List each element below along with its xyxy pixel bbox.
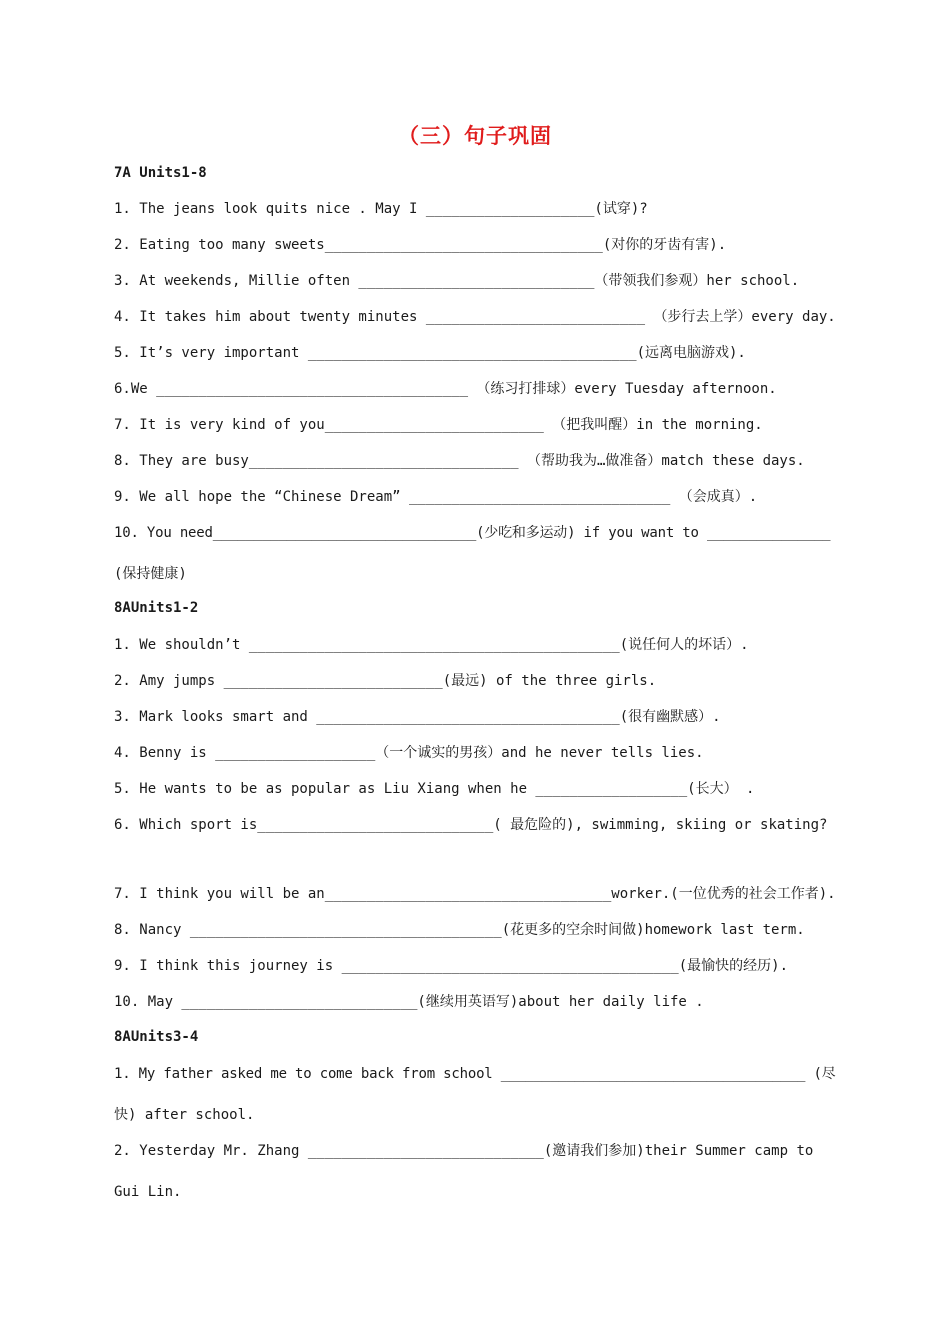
exercise-line-continuation: 快) after school.: [114, 1107, 255, 1123]
exercise-line: 6. Which sport is____________________________( 最危险的), swimming, skiing or skating?: [114, 817, 828, 833]
exercise-line: 2. Eating too many sweets_________________________________(对你的牙齿有害).: [114, 237, 727, 253]
exercise-line: 7. It is very kind of you__________________________ （把我叫醒）in the morning.: [114, 417, 763, 433]
exercise-line: 1. We shouldn’t ____________________________________________(说任何人的坏话）.: [114, 637, 749, 653]
exercise-line: 2. Yesterday Mr. Zhang ____________________________(邀请我们参加)their Summer camp to: [114, 1143, 814, 1159]
exercise-line: 1. My father asked me to come back from school _____________________________________ (尽: [114, 1066, 836, 1082]
exercise-line: 10. You need________________________________(少吃和多运动) if you want to _______________: [114, 525, 831, 541]
exercise-line: 4. Benny is ___________________（一个诚实的男孩）and he never tells lies.: [114, 745, 704, 761]
exercise-line: 2. Amy jumps __________________________(最远) of the three girls.: [114, 673, 657, 689]
exercise-line: 3. At weekends, Millie often ____________________________（带领我们参观）her school.: [114, 273, 800, 289]
section-heading-7a: 7A Units1-8: [114, 165, 207, 181]
exercise-line: 8. They are busy________________________________ （帮助我为…做准备）match these days.: [114, 453, 805, 469]
exercise-line: 4. It takes him about twenty minutes __________________________ （步行去上学）every day.: [114, 309, 836, 325]
page-title: （三）句子巩固: [398, 124, 552, 148]
exercise-line-continuation: Gui Lin.: [114, 1184, 182, 1200]
exercise-line: 9. I think this journey is ________________________________________(最愉快的经历).: [114, 958, 789, 974]
exercise-line: 7. I think you will be an__________________________________worker.(一位优秀的社会工作者).: [114, 886, 836, 902]
exercise-line: 5. He wants to be as popular as Liu Xiang when he __________________(长大） .: [114, 781, 755, 797]
exercise-line: 10. May ____________________________(继续用英语写)about her daily life .: [114, 994, 704, 1010]
section-heading-8a-3-4: 8AUnits3-4: [114, 1029, 199, 1045]
exercise-line: 8. Nancy _____________________________________(花更多的空余时间做)homework last term.: [114, 922, 805, 938]
exercise-line: 9. We all hope the “Chinese Dream” _______________________________ （会成真）.: [114, 489, 758, 505]
exercise-line: 1. The jeans look quits nice . May I ____________________(试穿)?: [114, 201, 648, 217]
exercise-line-continuation: (保持健康): [114, 566, 187, 582]
exercise-line: 5. It’s very important _______________________________________(远离电脑游戏).: [114, 345, 746, 361]
exercise-line: 6.We _____________________________________ （练习打排球）every Tuesday afternoon.: [114, 381, 777, 397]
section-heading-8a-1-2: 8AUnits1-2: [114, 600, 199, 616]
exercise-line: 3. Mark looks smart and ____________________________________(很有幽默感）.: [114, 709, 721, 725]
